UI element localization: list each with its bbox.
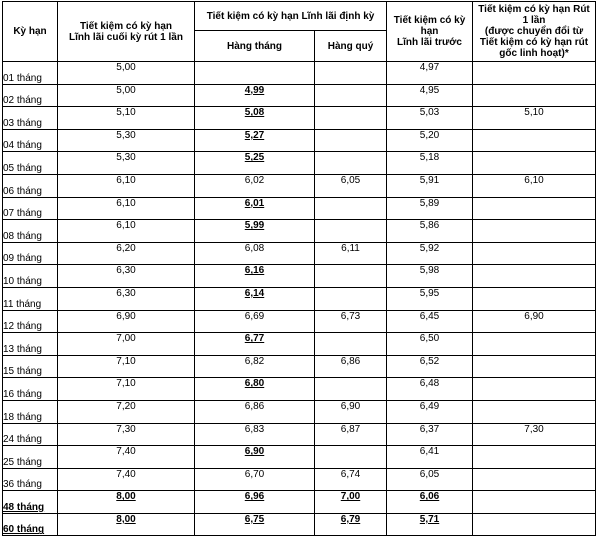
end-term-rate-cell: 6,20 [58, 242, 195, 265]
prepaid-rate-cell: 5,95 [387, 287, 473, 310]
quarterly-rate-cell [315, 333, 387, 356]
term-cell: 18 tháng [3, 400, 58, 423]
flexible-rate-cell [473, 152, 596, 175]
prepaid-rate-cell: 5,20 [387, 129, 473, 152]
header-end-term-line: Lĩnh lãi cuối kỳ rút 1 lần [69, 31, 183, 43]
header-flexible-line: Tiết kiệm có kỳ hạn rút [479, 37, 589, 48]
end-term-rate-cell: 7,40 [58, 446, 195, 469]
term-cell: 03 tháng [3, 107, 58, 130]
term-cell: 48 tháng [3, 491, 58, 514]
end-term-rate-cell: 6,10 [58, 174, 195, 197]
header-flexible-line: 1 lần [522, 15, 546, 26]
monthly-rate-cell: 6,75 [195, 513, 315, 536]
quarterly-rate-cell [315, 446, 387, 469]
flexible-rate-cell: 5,10 [473, 107, 596, 130]
term-cell: 24 tháng [3, 423, 58, 446]
end-term-rate-cell: 6,10 [58, 220, 195, 243]
flexible-rate-cell [473, 129, 596, 152]
monthly-rate-cell: 6,01 [195, 197, 315, 220]
prepaid-rate-cell: 6,05 [387, 468, 473, 491]
flexible-rate-cell [473, 197, 596, 220]
header-flexible-line: gốc linh hoạt)* [499, 48, 569, 59]
prepaid-rate-cell: 5,89 [387, 197, 473, 220]
term-cell: 10 tháng [3, 265, 58, 288]
flexible-rate-cell [473, 468, 596, 491]
table-row [3, 287, 596, 310]
term-cell: 12 tháng [3, 310, 58, 333]
term-cell: 13 tháng [3, 333, 58, 356]
prepaid-rate-cell: 5,92 [387, 242, 473, 265]
end-term-rate-cell: 6,10 [58, 197, 195, 220]
prepaid-rate-cell: 6,49 [387, 400, 473, 423]
monthly-rate-cell: 6,08 [195, 242, 315, 265]
header-end-term [58, 2, 195, 62]
quarterly-rate-cell: 6,79 [315, 513, 387, 536]
end-term-rate-cell: 6,90 [58, 310, 195, 333]
quarterly-rate-cell [315, 84, 387, 107]
flexible-rate-cell [473, 265, 596, 288]
monthly-rate-cell: 6,96 [195, 491, 315, 514]
monthly-rate-cell: 5,08 [195, 107, 315, 130]
flexible-rate-cell [473, 220, 596, 243]
header-flexible [473, 2, 596, 62]
table-row [3, 446, 596, 469]
flexible-rate-cell [473, 446, 596, 469]
prepaid-rate-cell: 5,86 [387, 220, 473, 243]
header-prepaid-line: Lĩnh lãi trước [397, 37, 462, 48]
term-cell: 08 tháng [3, 220, 58, 243]
table-row [3, 197, 596, 220]
quarterly-rate-cell: 6,87 [315, 423, 387, 446]
table-row [3, 62, 596, 85]
table-row [3, 242, 596, 265]
table-row [3, 129, 596, 152]
monthly-rate-cell: 4,99 [195, 84, 315, 107]
prepaid-rate-cell: 5,71 [387, 513, 473, 536]
monthly-rate-cell: 6,14 [195, 287, 315, 310]
table-row [3, 220, 596, 243]
table-row [3, 107, 596, 130]
quarterly-rate-cell [315, 107, 387, 130]
flexible-rate-cell: 6,90 [473, 310, 596, 333]
header-monthly: Hàng tháng [195, 31, 315, 62]
term-cell: 02 tháng [3, 84, 58, 107]
term-cell: 04 tháng [3, 129, 58, 152]
table-row [3, 423, 596, 446]
term-cell: 11 tháng [3, 287, 58, 310]
end-term-rate-cell: 5,00 [58, 84, 195, 107]
table-row [3, 310, 596, 333]
monthly-rate-cell: 6,77 [195, 333, 315, 356]
quarterly-rate-cell [315, 378, 387, 401]
quarterly-rate-cell: 6,74 [315, 468, 387, 491]
prepaid-rate-cell: 6,06 [387, 491, 473, 514]
term-cell: 07 tháng [3, 197, 58, 220]
table-row [3, 378, 596, 401]
table-row [3, 491, 596, 514]
flexible-rate-cell [473, 62, 596, 85]
prepaid-rate-cell: 6,37 [387, 423, 473, 446]
monthly-rate-cell: 6,80 [195, 378, 315, 401]
end-term-rate-cell: 7,10 [58, 378, 195, 401]
flexible-rate-cell: 7,30 [473, 423, 596, 446]
quarterly-rate-cell [315, 62, 387, 85]
term-cell: 60 tháng [3, 513, 58, 536]
table-row [3, 468, 596, 491]
end-term-rate-cell: 5,30 [58, 129, 195, 152]
rate-rows [3, 62, 596, 536]
header-term: Kỳ hạn [3, 2, 58, 62]
monthly-rate-cell: 6,90 [195, 446, 315, 469]
term-cell: 25 tháng [3, 446, 58, 469]
quarterly-rate-cell: 6,90 [315, 400, 387, 423]
table-row [3, 174, 596, 197]
term-cell: 09 tháng [3, 242, 58, 265]
quarterly-rate-cell [315, 220, 387, 243]
monthly-rate-cell: 5,27 [195, 129, 315, 152]
quarterly-rate-cell: 6,05 [315, 174, 387, 197]
monthly-rate-cell [195, 62, 315, 85]
flexible-rate-cell [473, 287, 596, 310]
end-term-rate-cell: 8,00 [58, 491, 195, 514]
flexible-rate-cell [473, 400, 596, 423]
flexible-rate-cell [473, 84, 596, 107]
header-prepaid [387, 2, 473, 62]
quarterly-rate-cell [315, 197, 387, 220]
quarterly-rate-cell: 7,00 [315, 491, 387, 514]
quarterly-rate-cell: 6,11 [315, 242, 387, 265]
term-cell: 06 tháng [3, 174, 58, 197]
prepaid-rate-cell: 6,41 [387, 446, 473, 469]
term-cell: 05 tháng [3, 152, 58, 175]
term-cell: 16 tháng [3, 378, 58, 401]
end-term-rate-cell: 5,00 [58, 62, 195, 85]
table-row [3, 152, 596, 175]
monthly-rate-cell: 6,83 [195, 423, 315, 446]
flexible-rate-cell: 6,10 [473, 174, 596, 197]
monthly-rate-cell: 6,70 [195, 468, 315, 491]
end-term-rate-cell: 5,30 [58, 152, 195, 175]
table-row [3, 265, 596, 288]
prepaid-rate-cell: 5,18 [387, 152, 473, 175]
term-cell: 15 tháng [3, 355, 58, 378]
flexible-rate-cell [473, 333, 596, 356]
end-term-rate-cell: 7,40 [58, 468, 195, 491]
header-flexible-line: (được chuyển đổi từ [484, 26, 584, 37]
prepaid-rate-cell: 5,98 [387, 265, 473, 288]
monthly-rate-cell: 6,02 [195, 174, 315, 197]
table-row [3, 400, 596, 423]
quarterly-rate-cell [315, 265, 387, 288]
end-term-rate-cell: 5,10 [58, 107, 195, 130]
term-cell: 36 tháng [3, 468, 58, 491]
monthly-rate-cell: 6,16 [195, 265, 315, 288]
end-term-rate-cell: 7,10 [58, 355, 195, 378]
table-row [3, 333, 596, 356]
monthly-rate-cell: 6,69 [195, 310, 315, 333]
table-row [3, 355, 596, 378]
monthly-rate-cell: 6,82 [195, 355, 315, 378]
prepaid-rate-cell: 5,91 [387, 174, 473, 197]
prepaid-rate-cell: 6,48 [387, 378, 473, 401]
flexible-rate-cell [473, 355, 596, 378]
quarterly-rate-cell: 6,73 [315, 310, 387, 333]
flexible-rate-cell [473, 513, 596, 536]
end-term-rate-cell: 6,30 [58, 265, 195, 288]
header-prepaid-line: hạn [420, 26, 439, 37]
flexible-rate-cell [473, 378, 596, 401]
end-term-rate-cell: 7,20 [58, 400, 195, 423]
monthly-rate-cell: 5,99 [195, 220, 315, 243]
header-end-term-line: Tiết kiệm có kỳ hạn [79, 20, 173, 32]
header-quarterly: Hàng quý [315, 31, 387, 62]
prepaid-rate-cell: 6,45 [387, 310, 473, 333]
prepaid-rate-cell: 6,52 [387, 355, 473, 378]
quarterly-rate-cell [315, 152, 387, 175]
interest-rate-table [2, 1, 596, 536]
end-term-rate-cell: 7,30 [58, 423, 195, 446]
prepaid-rate-cell: 5,03 [387, 107, 473, 130]
quarterly-rate-cell [315, 129, 387, 152]
end-term-rate-cell: 7,00 [58, 333, 195, 356]
term-cell: 01 tháng [3, 62, 58, 85]
quarterly-rate-cell: 6,86 [315, 355, 387, 378]
table-row [3, 513, 596, 536]
monthly-rate-cell: 6,86 [195, 400, 315, 423]
quarterly-rate-cell [315, 287, 387, 310]
end-term-rate-cell: 6,30 [58, 287, 195, 310]
table-row [3, 84, 596, 107]
header-flexible-line: Tiết kiệm có kỳ hạn Rút [478, 4, 590, 15]
monthly-rate-cell: 5,25 [195, 152, 315, 175]
prepaid-rate-cell: 4,95 [387, 84, 473, 107]
flexible-rate-cell [473, 491, 596, 514]
flexible-rate-cell [473, 242, 596, 265]
header-periodic: Tiết kiệm có kỳ hạn Lĩnh lãi định kỳ [195, 2, 387, 31]
header-prepaid-line: Tiết kiệm có kỳ [393, 15, 466, 26]
prepaid-rate-cell: 4,97 [387, 62, 473, 85]
end-term-rate-cell: 8,00 [58, 513, 195, 536]
prepaid-rate-cell: 6,50 [387, 333, 473, 356]
